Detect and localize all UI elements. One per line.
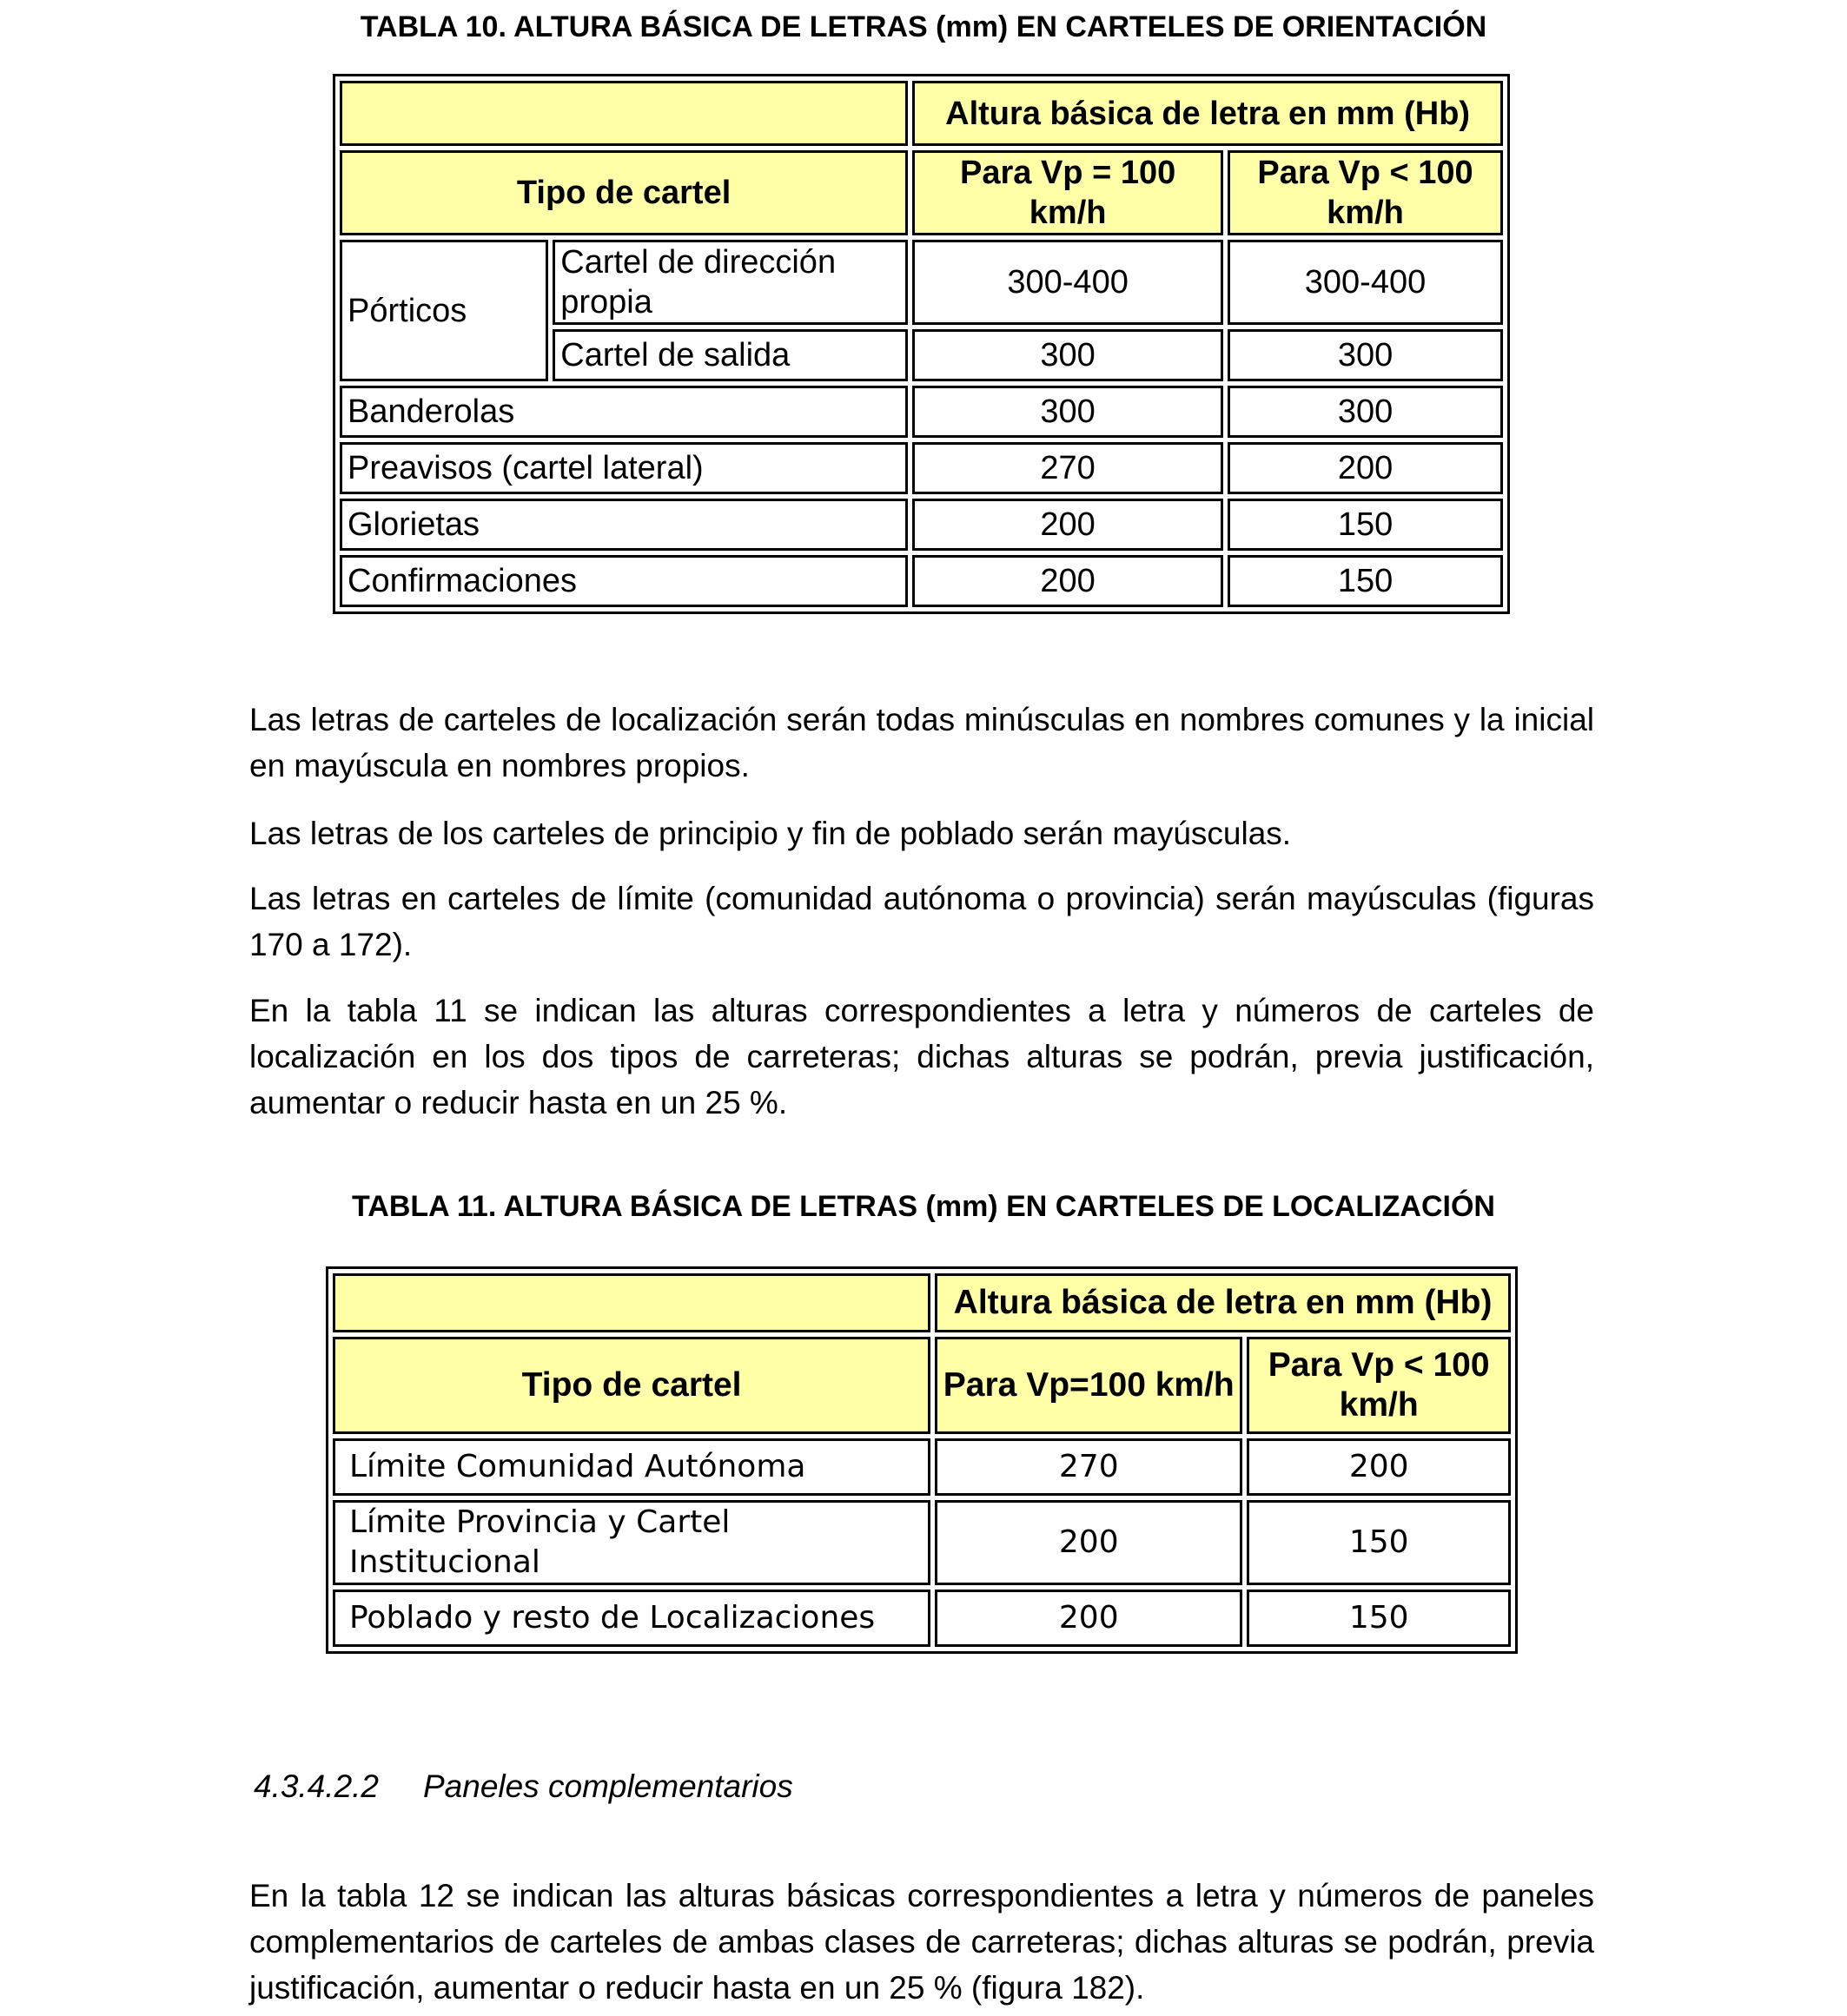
row-label: Poblado y resto de Localizaciones — [333, 1590, 930, 1647]
table10 — [333, 74, 1510, 614]
row-value-1: 270 — [935, 1438, 1242, 1496]
row-value-2: 300-400 — [1228, 240, 1503, 325]
row-label: Cartel de dirección propia — [553, 240, 908, 325]
header-col2: Para Vp < 100 km/h — [1247, 1337, 1511, 1434]
row-label: Confirmaciones — [340, 555, 908, 607]
header-blank-cell — [340, 81, 908, 146]
row-label: Cartel de salida — [553, 329, 908, 381]
row-value-1: 300 — [912, 329, 1223, 381]
table-row — [333, 1590, 1511, 1647]
row-value-2: 150 — [1247, 1590, 1511, 1647]
row-label: Límite Provincia y Cartel Institucional — [333, 1500, 930, 1585]
row-label: Límite Comunidad Autónoma — [333, 1438, 930, 1496]
header-col2: Para Vp < 100 km/h — [1228, 150, 1503, 235]
header-col1: Para Vp = 100 km/h — [912, 150, 1223, 235]
row-value-2: 150 — [1228, 555, 1503, 607]
row-value-1: 200 — [935, 1500, 1242, 1585]
header-type: Tipo de cartel — [340, 150, 908, 235]
header-group: Altura básica de letra en mm (Hb) — [935, 1273, 1511, 1332]
section-number: 4.3.4.2.2 — [254, 1768, 380, 1804]
table11-caption: TABLA 11. ALTURA BÁSICA DE LETRAS (mm) EN CARTELES DE LOCALIZACIÓN — [352, 1190, 1495, 1223]
row-label: Glorietas — [340, 499, 908, 551]
row-value-2: 200 — [1247, 1438, 1511, 1496]
table-row — [333, 1500, 1511, 1585]
header-group: Altura básica de letra en mm (Hb) — [912, 81, 1503, 146]
table11 — [326, 1266, 1518, 1654]
header-type: Tipo de cartel — [333, 1337, 930, 1434]
row-value-1: 200 — [912, 555, 1223, 607]
paragraph: Las letras de los carteles de principio y fin de poblado serán mayúsculas. — [249, 816, 1292, 851]
row-value-1: 200 — [935, 1590, 1242, 1647]
row-value-1: 200 — [912, 499, 1223, 551]
paragraph: Las letras de carteles de localización serán todas minúsculas en nombres comunes y la inicial en mayúscula en nombres propios. — [249, 702, 1594, 783]
table-row — [333, 1438, 1511, 1496]
row-value-1: 300 — [912, 386, 1223, 438]
table-row — [340, 442, 1503, 494]
paragraph: En la tabla 11 se indican las alturas correspondientes a letra y números de carteles de localización en los dos tipos de carreteras; dichas alturas se podrán, previa justificación, aumentar o reducir hasta en un 25 %. — [249, 993, 1594, 1120]
row-value-1: 270 — [912, 442, 1223, 494]
row-value-2: 300 — [1228, 329, 1503, 381]
row-label: Banderolas — [340, 386, 908, 438]
row-value-2: 200 — [1228, 442, 1503, 494]
paragraph: Las letras en carteles de límite (comunidad autónoma o provincia) serán mayúsculas (figuras 170 a 172). — [249, 881, 1594, 962]
section-title: Paneles complementarios — [423, 1768, 793, 1804]
row-value-2: 150 — [1228, 499, 1503, 551]
row-group-label: Pórticos — [340, 240, 548, 381]
row-label: Preavisos (cartel lateral) — [340, 442, 908, 494]
header-blank-cell — [333, 1273, 930, 1332]
row-value-1: 300-400 — [912, 240, 1223, 325]
row-value-2: 300 — [1228, 386, 1503, 438]
header-col1: Para Vp=100 km/h — [935, 1337, 1242, 1434]
table-row — [340, 386, 1503, 438]
table10-caption: TABLA 10. ALTURA BÁSICA DE LETRAS (mm) EN CARTELES DE ORIENTACIÓN — [360, 10, 1487, 43]
table-row — [340, 499, 1503, 551]
paragraph: En la tabla 12 se indican las alturas básicas correspondientes a letra y números de paneles complementarios de carteles de ambas clases de carreteras; dichas alturas se podrán, previa justificación, aumentar o reducir hasta en un 25 % (figura 182). — [249, 1878, 1594, 2006]
table-row — [340, 555, 1503, 607]
section-heading — [254, 1768, 793, 1805]
row-value-2: 150 — [1247, 1500, 1511, 1585]
table-row — [340, 240, 1503, 325]
